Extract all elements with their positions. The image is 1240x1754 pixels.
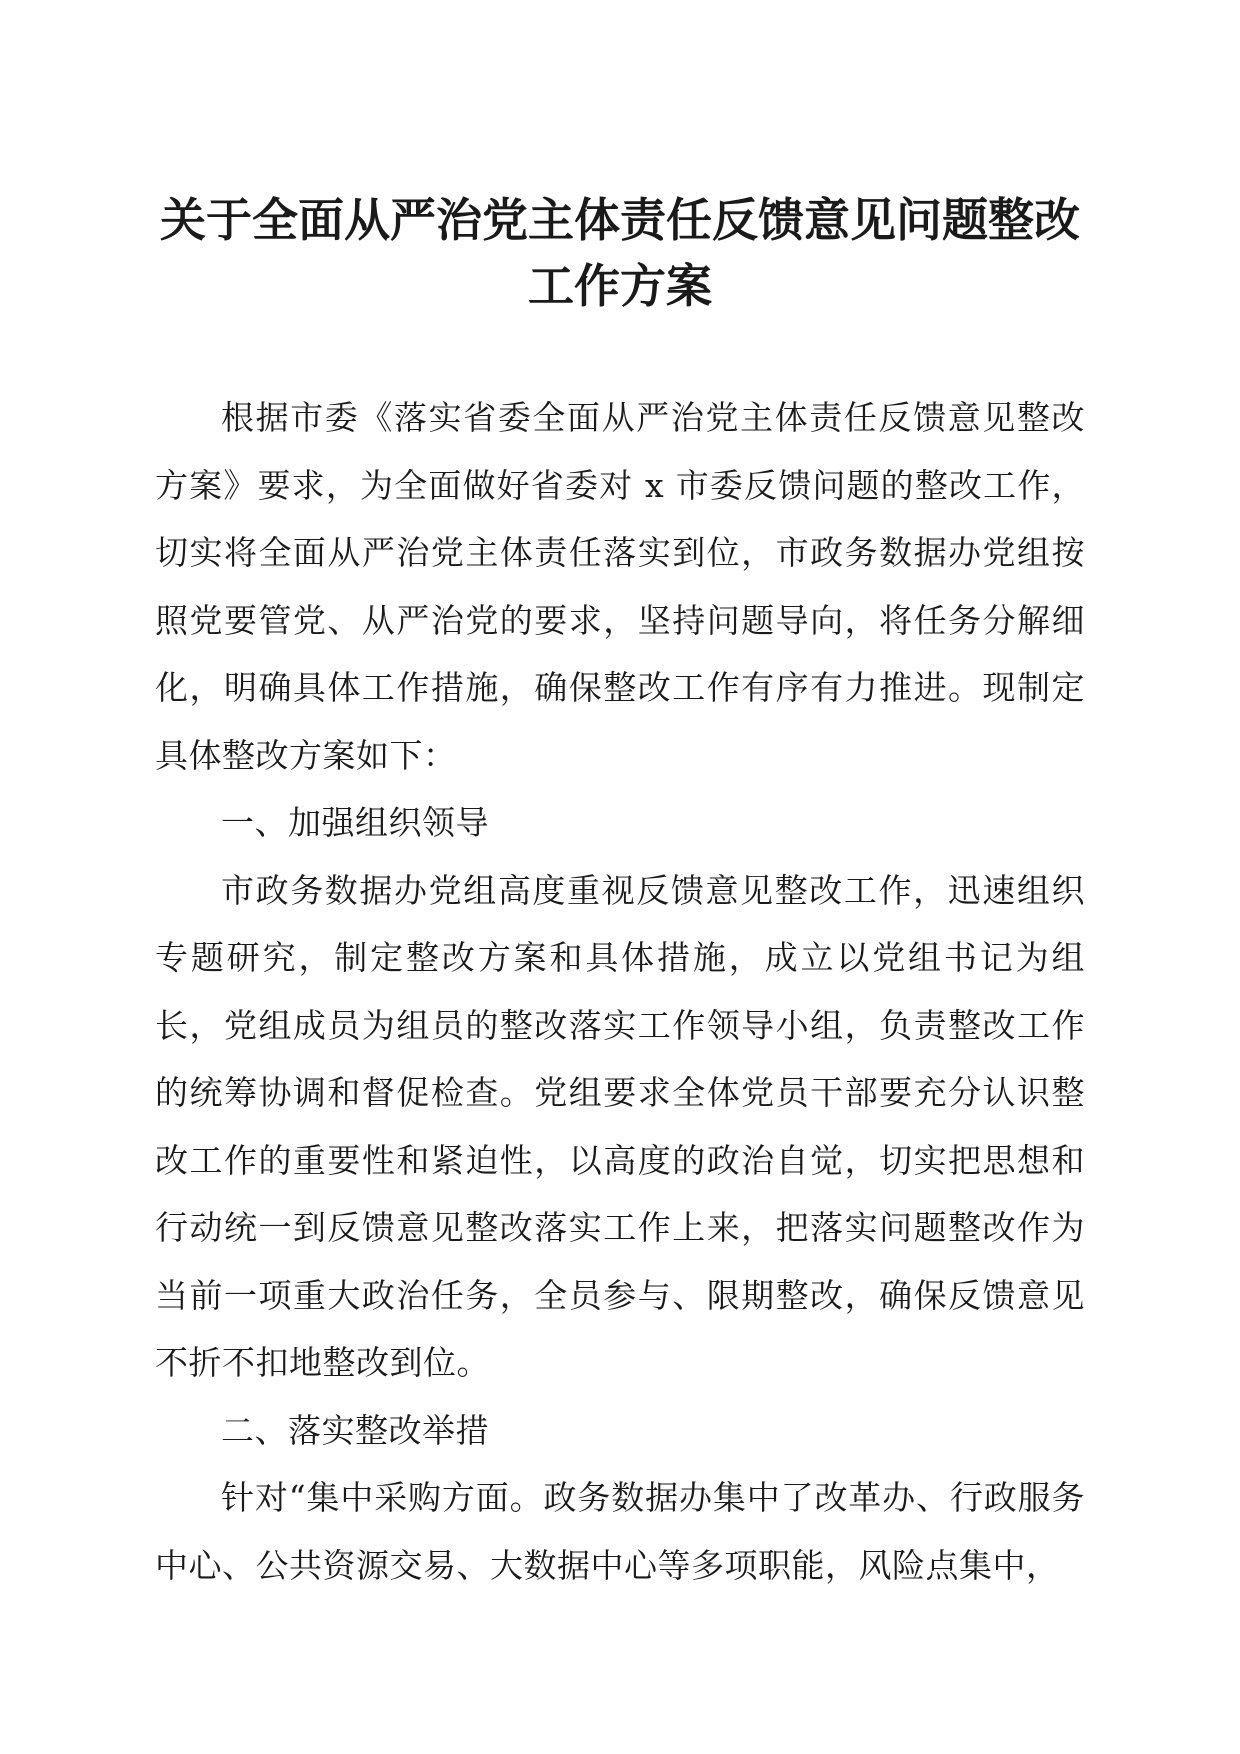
intro-paragraph: 根据市委《落实省委全面从严治党主体责任反馈意见整改方案》要求，为全面做好省委对 x 市委反馈问题的整改工作，切实将全面从严治党主体责任落实到位，市政务数据办党组按照党要管党、从严治党的要求，坚持问题导向，将任务分解细化，明确具体工作措施，确保整改工作有序有力推进。现制定具体整改方案如下： <box>155 398 1085 775</box>
section-heading-1: 一、加强组织领导 <box>221 803 489 842</box>
document-body <box>155 384 1085 1599</box>
section-1-paragraph: 市政务数据办党组高度重视反馈意见整改工作，迅速组织专题研究，制定整改方案和具体措施，成立以党组书记为组长，党组成员为组员的整改落实工作领导小组，负责整改工作的统筹协调和督促检查。党组要求全体党员干部要充分认识整改工作的重要性和紧迫性，以高度的政治自觉，切实把思想和行动统一到反馈意见整改落实工作上来，把落实问题整改作为当前一项重大政治任务，全员参与、限期整改，确保反馈意见不折不扣地整改到位。 <box>155 870 1085 1382</box>
document-title-line-2: 工作方案 <box>528 259 712 313</box>
document-title-line-1: 关于全面从严治党主体责任反馈意见问题整改 <box>160 193 1080 247</box>
section-2-paragraph: 针对“集中采购方面。政务数据办集中了改革办、行政服务中心、公共资源交易、大数据中心等多项职能，风险点集中， <box>155 1478 1085 1585</box>
section-heading-2: 二、落实整改举措 <box>221 1410 489 1450</box>
